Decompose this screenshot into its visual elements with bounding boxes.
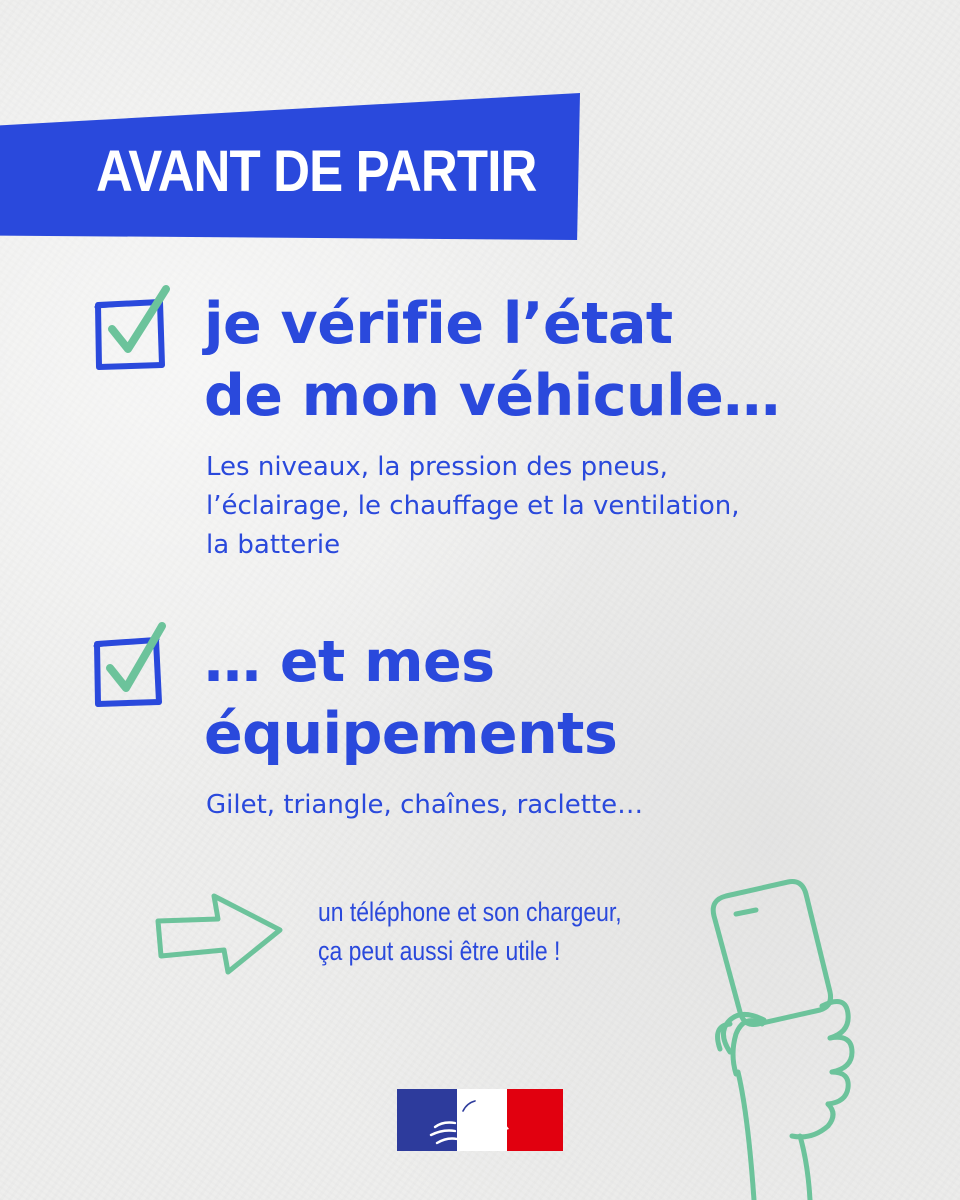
section-1-body [206, 448, 906, 565]
tip-line: ça peut aussi être utile ! [318, 936, 561, 966]
section-1-body-line: l’éclairage, le chauffage et la ventilation, [206, 491, 740, 521]
marianne-republique-francaise-logo [397, 1089, 563, 1151]
section-1-body-line: la batterie [206, 530, 341, 560]
hand-holding-phone-icon [700, 874, 870, 1200]
section-1-heading [204, 288, 780, 432]
page-title: AVANT DE PARTIR [96, 139, 537, 204]
arrow-right-icon [152, 888, 288, 980]
section-1-heading-line: je vérifie l’état [204, 291, 673, 357]
section-1-body-line: Les niveaux, la pression des pneus, [206, 452, 668, 482]
tip-line: un téléphone et son chargeur, [318, 897, 622, 927]
section-2-body-line: Gilet, triangle, chaînes, raclette… [206, 790, 644, 820]
tip-text [318, 893, 622, 971]
section-2-heading [204, 626, 617, 770]
checked-box-icon [88, 618, 174, 710]
section-2-heading-line: équipements [204, 701, 618, 767]
section-2-heading-line: … et mes [204, 629, 495, 695]
checked-box-icon [90, 283, 176, 375]
section-2-body [206, 786, 886, 825]
section-1-heading-line: de mon véhicule… [204, 363, 780, 429]
